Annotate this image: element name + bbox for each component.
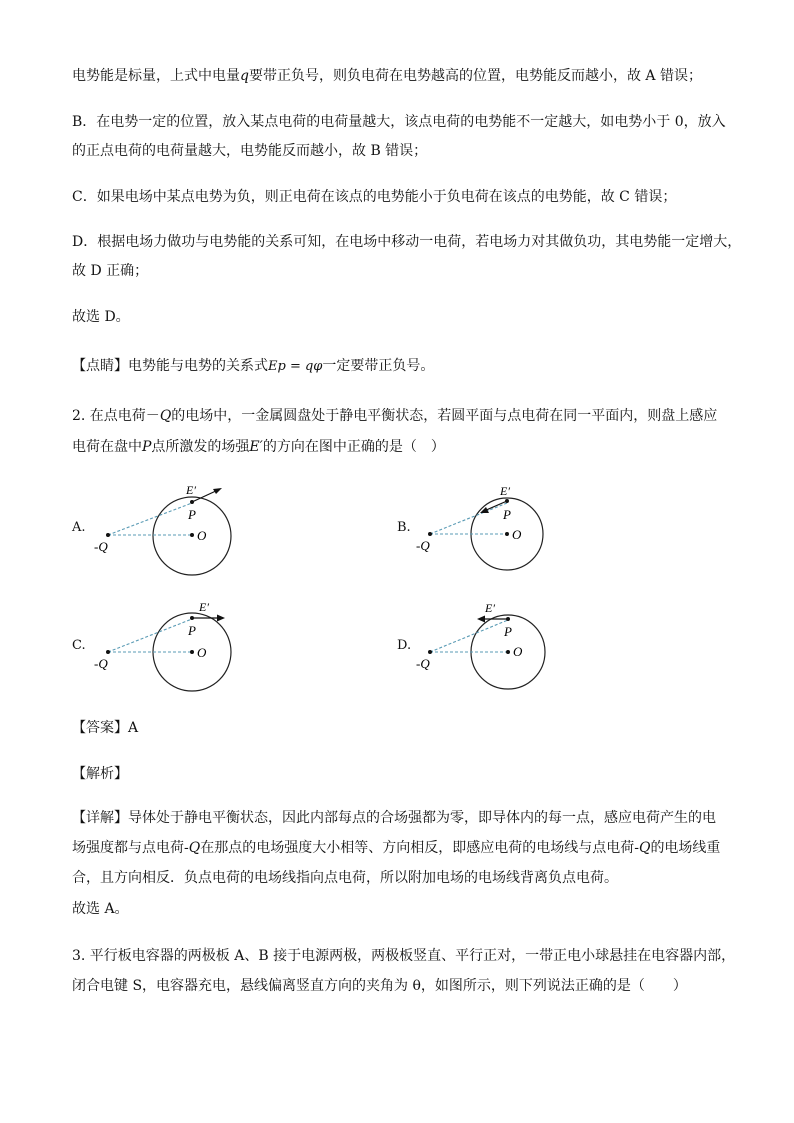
dashed-line-to-p (108, 619, 192, 652)
o-label: O (512, 527, 522, 542)
q2-stem-1: 2. 在点电荷－Q的电场中，一金属圆盘处于静电平衡状态，若圆平面与点电荷在同一平面内，则盘上感应 (72, 408, 718, 424)
e-prime-label: E′ (485, 601, 495, 615)
e-prime-label: E′ (500, 484, 510, 498)
charge-label: -Q (416, 656, 430, 671)
charge-label: -Q (416, 538, 430, 553)
p-label: P (188, 623, 196, 638)
dashed-line-to-p (430, 503, 507, 534)
center-dot (190, 533, 194, 537)
q1-line-5: D．根据电场力做功与电势能的关系可知，在电场中移动一电荷，若电场力对其做负功，其电势能一定增大， (72, 234, 742, 250)
o-label: O (197, 528, 207, 543)
option-b-label[interactable]: B. (397, 520, 411, 535)
p-label: P (504, 624, 512, 639)
charge-dot (106, 650, 110, 654)
arrow-head-icon (213, 488, 222, 494)
center-dot (505, 532, 509, 536)
q1-line-7: 故选 D。 (72, 309, 130, 325)
charge-dot (428, 532, 432, 536)
charge-dot (106, 533, 110, 537)
charge-label: -Q (94, 656, 108, 671)
o-label: O (513, 644, 523, 659)
arrow-head-icon (477, 616, 485, 623)
q2-detail-1: 【详解】导体处于静电平衡状态，因此内部每点的合场强都为零，即导体内的每一点，感应电荷产生的电 (72, 810, 716, 826)
dashed-line-to-p (430, 620, 508, 652)
option-a-figure[interactable] (88, 478, 248, 582)
option-d-figure[interactable] (410, 596, 570, 700)
p-label: P (188, 507, 196, 522)
option-c-label[interactable]: C. (72, 638, 86, 653)
q2-detail-3: 合，且方向相反．负点电荷的电场线指向点电荷，所以附加电场的电场线背离负点电荷。 (72, 870, 618, 886)
q2-answer: 【答案】A (72, 720, 139, 736)
q2-analysis-label: 【解析】 (72, 766, 128, 782)
option-d-label[interactable]: D. (397, 638, 412, 653)
arrow-head-icon (217, 615, 225, 622)
q1-tip: 【点睛】电势能与电势的关系式Ep = qφ一定要带正负号。 (72, 358, 435, 374)
charge-dot (428, 650, 432, 654)
p-label: P (503, 507, 511, 522)
q3-line-1: 3. 平行板电容器的两极板 A、B 接于电源两极，两极板竖直、平行正对，一带正电小球悬挂在电容器内部， (72, 948, 736, 964)
charge-label: -Q (94, 539, 108, 554)
e-prime-label: E′ (199, 600, 209, 614)
q2-detail-2: 场强度都与点电荷-Q在那点的电场强度大小相等、方向相反，即感应电荷的电场线与点电荷-Q的电场线重 (72, 840, 721, 856)
q3-line-2: 闭合电键 S，电容器充电，悬线偏离竖直方向的夹角为 θ，如图所示，则下列说法正确的是（ ） (72, 978, 687, 994)
q1-line-3: 的正点电荷的电荷量越大，电势能反而越小，故 B 错误； (72, 143, 428, 159)
dashed-line-to-p (108, 503, 192, 535)
option-a-label[interactable]: A. (72, 520, 86, 535)
center-dot (506, 650, 510, 654)
q1-line-2: B．在电势一定的位置，放入某点电荷的电荷量越大，该点电荷的电势能不一定越大，如电势小于 0，放入 (72, 114, 726, 130)
q2-stem-2: 电荷在盘中P点所激发的场强E′的方向在图中正确的是（ ） (72, 439, 445, 455)
center-dot (190, 650, 194, 654)
e-prime-label: E′ (186, 483, 196, 497)
q2-detail-4: 故选 A。 (72, 901, 129, 917)
option-c-figure[interactable] (88, 596, 248, 700)
q1-line-6: 故 D 正确； (72, 263, 149, 279)
o-label: O (197, 645, 207, 660)
q1-line-4: C．如果电场中某点电势为负，则正电荷在该点的电势能小于负电荷在该点的电势能，故 C 错误； (72, 189, 677, 205)
q1-line-1: 电势能是标量，上式中电量q要带正负号，则负电荷在电势越高的位置，电势能反而越小，故 A 错误； (72, 68, 702, 84)
option-b-figure[interactable] (410, 478, 570, 582)
